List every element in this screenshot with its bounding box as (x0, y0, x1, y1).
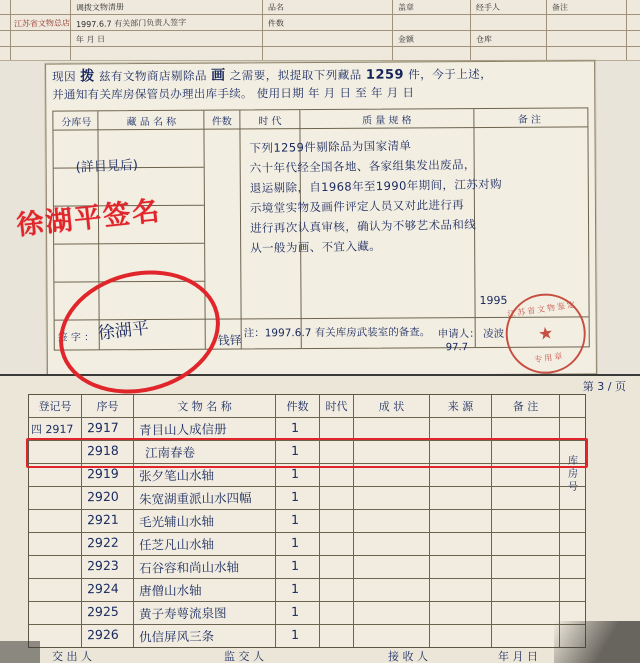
row-4-qty: 1 (290, 511, 300, 528)
row-8-name: 黄子寿萼流泉图 (138, 605, 227, 622)
row-1-qty: 1 (290, 442, 300, 459)
row-3-qty: 1 (290, 488, 300, 505)
ledger-grid (28, 394, 586, 648)
top-fragment-3: 盖章 (397, 2, 415, 13)
ledger-col-6: 来 源 (447, 400, 474, 413)
row-3-name: 朱宽湖重派山水四幅 (138, 490, 252, 507)
row-9-seq: 2926 (86, 626, 119, 643)
row-2-name: 张夕笔山水轴 (138, 467, 215, 484)
row-4-name: 毛光辅山水轴 (138, 513, 215, 530)
inventory-ledger (0, 376, 640, 663)
row-0-name: 青目山人成信册 (138, 421, 227, 438)
applicant-date: 97.7 (445, 342, 469, 354)
col-header-5: 备 注 (517, 114, 542, 126)
footer-handover: 交 出 人 (52, 650, 92, 663)
seal-bottom-text: 专用章 (533, 351, 565, 365)
signature-label: 签 字 ： (57, 332, 95, 344)
ledger-col-1: 序号 (96, 400, 119, 413)
shelf-label: 库房号 (568, 456, 578, 493)
row-2-qty: 1 (290, 465, 300, 482)
top-fragment-9: 件数 (267, 18, 285, 29)
ledger-col-2: 文 物 名 称 (177, 400, 232, 413)
top-fragment-8: 品名 (267, 2, 285, 13)
row-0-reg: 四 2917 (30, 422, 74, 437)
row-0-qty: 1 (290, 419, 300, 436)
col-header-4: 质 量 规 格 (362, 115, 412, 127)
form-header-line-1 (52, 65, 588, 85)
declaration-line-3: 示境堂实物及画件评定人员又对此进行再 (249, 197, 465, 216)
header-keyword: 拨 (80, 68, 95, 85)
col-header-3: 时 代 (258, 116, 282, 128)
col-header-2: 件数 (211, 116, 232, 128)
top-fragment-6: 年 月 日 (75, 34, 106, 45)
header-quantity: 1259 (365, 67, 405, 83)
ledger-col-3: 件数 (286, 400, 309, 413)
signature-printed-name: 钱铎 (217, 333, 242, 348)
col-header-0: 分库号 (61, 117, 92, 129)
footer-date: 年 月 日 (498, 650, 538, 663)
ledger-col-5: 成 状 (378, 400, 405, 413)
row-9-name: 仇信屏风三条 (138, 628, 215, 645)
row-7-name: 唐僧山水轴 (138, 582, 202, 599)
seal-star-icon: ★ (536, 323, 555, 345)
header-mid: 兹有文物商店剔除品 (98, 68, 207, 84)
declaration-line-2: 退运剔除，自1968年至1990年期间，江苏对购 (249, 176, 503, 196)
row-9-qty: 1 (290, 626, 300, 643)
top-fragment-4: 备注 (551, 2, 569, 13)
detail-reference-note: (詳目見后) (75, 158, 139, 176)
top-fragment-7: 仓库 (475, 34, 493, 45)
seal-top-text: 江苏省文物鉴定 (506, 299, 578, 319)
declaration-text (249, 134, 580, 256)
row-6-qty: 1 (290, 557, 300, 574)
applicant-name: 凌波 (483, 327, 505, 341)
row-6-name: 石谷容和尚山水轴 (138, 559, 240, 576)
row-0-seq: 2917 (86, 419, 119, 436)
top-fragment-2: 1997.6.7 有关部门负责人签字 (75, 17, 187, 30)
declaration-date: 1995 (479, 293, 508, 308)
row-1-name: 江南春卷 (144, 444, 196, 461)
declaration-line-4: 进行再次认真审核，确认为不够艺术品和线 (249, 217, 477, 236)
top-fragment-10: 金额 (397, 34, 415, 45)
header-mid2: 画 (211, 67, 226, 84)
row-6-seq: 2923 (86, 557, 119, 574)
top-fragment-0: 调拨文物清册 (75, 2, 125, 13)
row-8-seq: 2925 (86, 603, 119, 620)
row-4-seq: 2921 (86, 511, 119, 528)
applicant-label (438, 326, 504, 341)
row-1-seq: 2918 (86, 442, 119, 459)
footer-receiver: 接 收 人 (388, 650, 428, 663)
col-header-1: 藏 品 名 称 (126, 116, 177, 129)
row-7-qty: 1 (290, 580, 300, 597)
declaration-line-5: 从一般为画、不宜入藏。 (250, 238, 382, 256)
declaration-line-0: 下列1259件剔除品为国家清单 (249, 138, 412, 156)
highlighted-row-annotation (26, 438, 588, 468)
header-tail: 之需要，拟提取下列藏品 (229, 67, 362, 83)
header-unit-text: 件，今于上述， (408, 66, 493, 82)
top-partial-document (0, 0, 640, 61)
row-8-qty: 1 (290, 603, 300, 620)
annotation-label: 徐湖平签名 (15, 195, 163, 242)
row-3-seq: 2920 (86, 488, 119, 505)
handwritten-signature: 徐湖平 (96, 318, 150, 344)
row-5-seq: 2922 (86, 534, 119, 551)
form-header-line-2: 并通知有关库房保管员办理出库手续。 使用日期 年 月 日 至 年 月 日 (52, 85, 415, 102)
header-prefix: 现因 (52, 69, 77, 84)
row-5-name: 任芝凡山水轴 (138, 536, 215, 553)
applicant-label-text: 申请人： (437, 328, 480, 341)
footnote-text: 注：1997.6.7 有关库房武装室的备查。 (243, 326, 431, 340)
photo-shadow-right (554, 621, 640, 663)
top-fragment-1: 江苏省文物总店 (13, 18, 71, 29)
declaration-line-1: 六十年代经全国各地、各家组集发出废品， (249, 157, 476, 176)
row-7-seq: 2924 (86, 580, 119, 597)
photo-shadow-left (0, 641, 40, 663)
ledger-col-7: 备 注 (512, 400, 539, 413)
top-fragment-5: 经手人 (475, 2, 501, 13)
row-5-qty: 1 (290, 534, 300, 551)
page-number: 第 3 / 页 (582, 380, 626, 393)
ledger-col-0: 登记号 (38, 400, 72, 413)
ledger-col-4: 时代 (325, 400, 348, 413)
row-2-seq: 2919 (86, 465, 119, 482)
footer-witness: 监 交 人 (224, 650, 264, 663)
